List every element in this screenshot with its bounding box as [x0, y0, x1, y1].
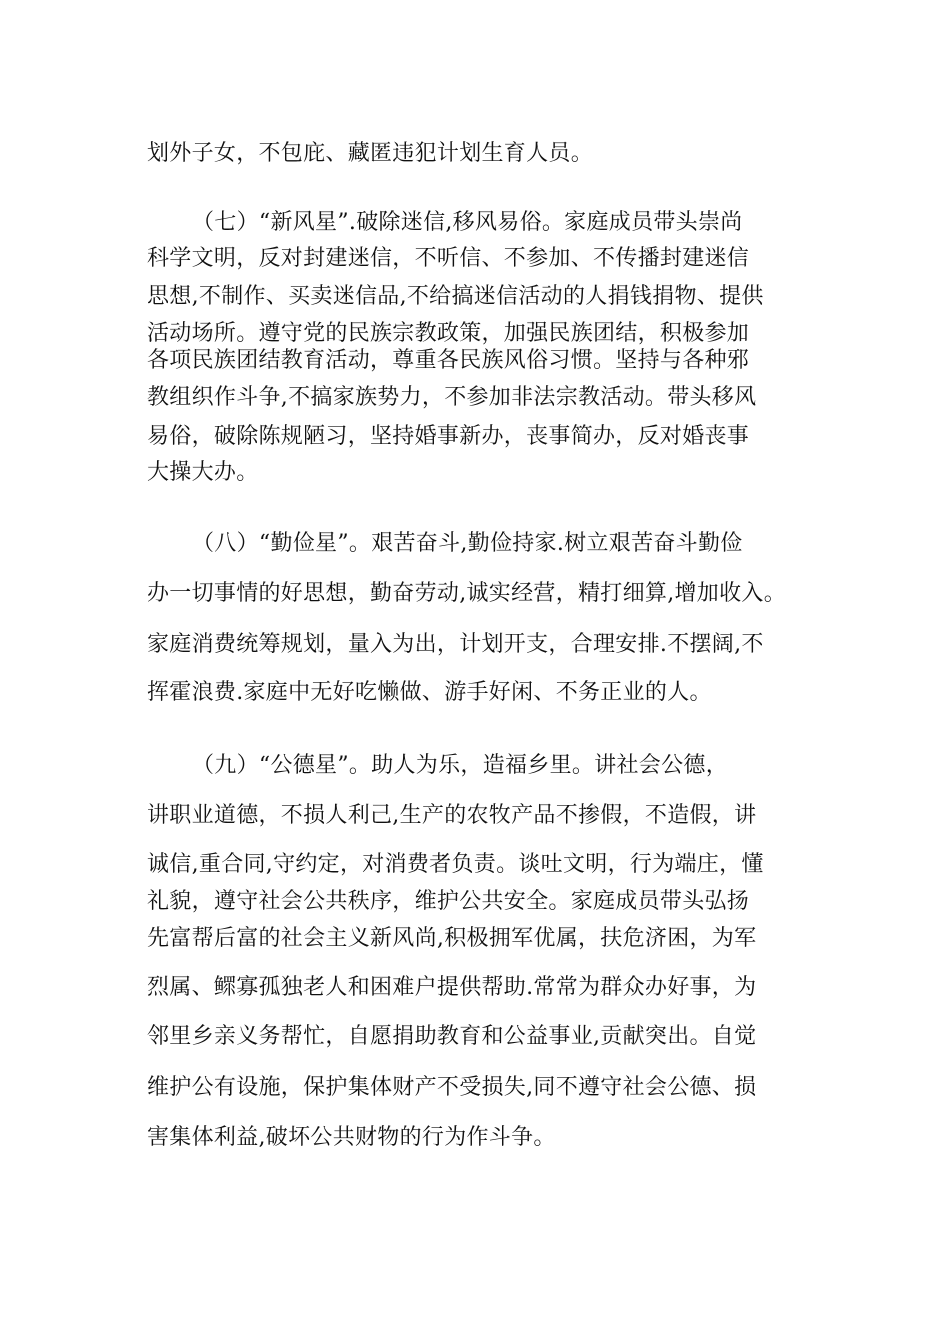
text-line-4: 思想,不制作、买卖迷信品,不给搞迷信活动的人捐钱捐物、提供 — [147, 284, 764, 309]
text-line-18: 先富帮后富的社会主义新风尚,积极拥军优属，扶危济困，为军 — [147, 926, 757, 951]
text-line-5: 活动场所。遵守党的民族宗教政策，加强民族团结，积极参加 — [147, 321, 750, 346]
text-line-13: 挥霍浪费.家庭中无好吃懒做、游手好闲、不务正业的人。 — [147, 680, 712, 705]
text-line-17: 礼貌，遵守社会公共秩序，维护公共安全。家庭成员带头弘扬 — [147, 889, 750, 914]
text-line-3: 科学文明，反对封建迷信，不听信、不参加、不传播封建迷信 — [147, 246, 750, 271]
text-line-8: 易俗，破除陈规陋习，坚持婚事新办，丧事简办，反对婚丧事 — [147, 424, 750, 449]
text-line-7: 教组织作斗争,不搞家族势力，不参加非法宗教活动。带头移风 — [147, 385, 757, 410]
text-line-16: 诚信,重合同,守约定，对消费者负责。谈吐文明，行为端庄，懂 — [147, 852, 764, 877]
text-line-15: 讲职业道德，不损人利己,生产的农牧产品不掺假，不造假，讲 — [147, 803, 757, 828]
text-line-9: 大操大办。 — [147, 460, 259, 485]
section-7-heading-line: （七）“新风星”.破除迷信,移风易俗。家庭成员带头崇尚 — [192, 210, 743, 235]
text-line-1: 划外子女，不包庇、藏匿违犯计划生育人员。 — [147, 141, 594, 166]
text-line-6: 各项民族团结教育活动，尊重各民族风俗习惯。坚持与各种邪 — [147, 348, 750, 373]
section-9-heading-line: （九）“公德星”。助人为乐，造福乡里。讲社会公德， — [192, 753, 728, 778]
text-line-20: 邻里乡亲义务帮忙，自愿捐助教育和公益事业,贡献突出。自觉 — [147, 1024, 757, 1049]
section-8-heading-line: （八）“勤俭星”。艰苦奋斗,勤俭持家.树立艰苦奋斗勤俭 — [192, 531, 743, 556]
text-line-21: 维护公有设施，保护集体财产不受损失,同不遵守社会公德、损 — [147, 1075, 757, 1100]
text-line-11: 办一切事情的好思想，勤奋劳动,诚实经营，精打细算,增加收入。 — [147, 581, 786, 606]
text-line-22: 害集体利益,破坏公共财物的行为作斗争。 — [147, 1125, 556, 1150]
text-line-12: 家庭消费统筹规划，量入为出，计划开支，合理安排.不摆阔,不 — [147, 632, 764, 657]
text-line-19: 烈属、鳏寡孤独老人和困难户提供帮助.常常为群众办好事，为 — [147, 975, 757, 1000]
